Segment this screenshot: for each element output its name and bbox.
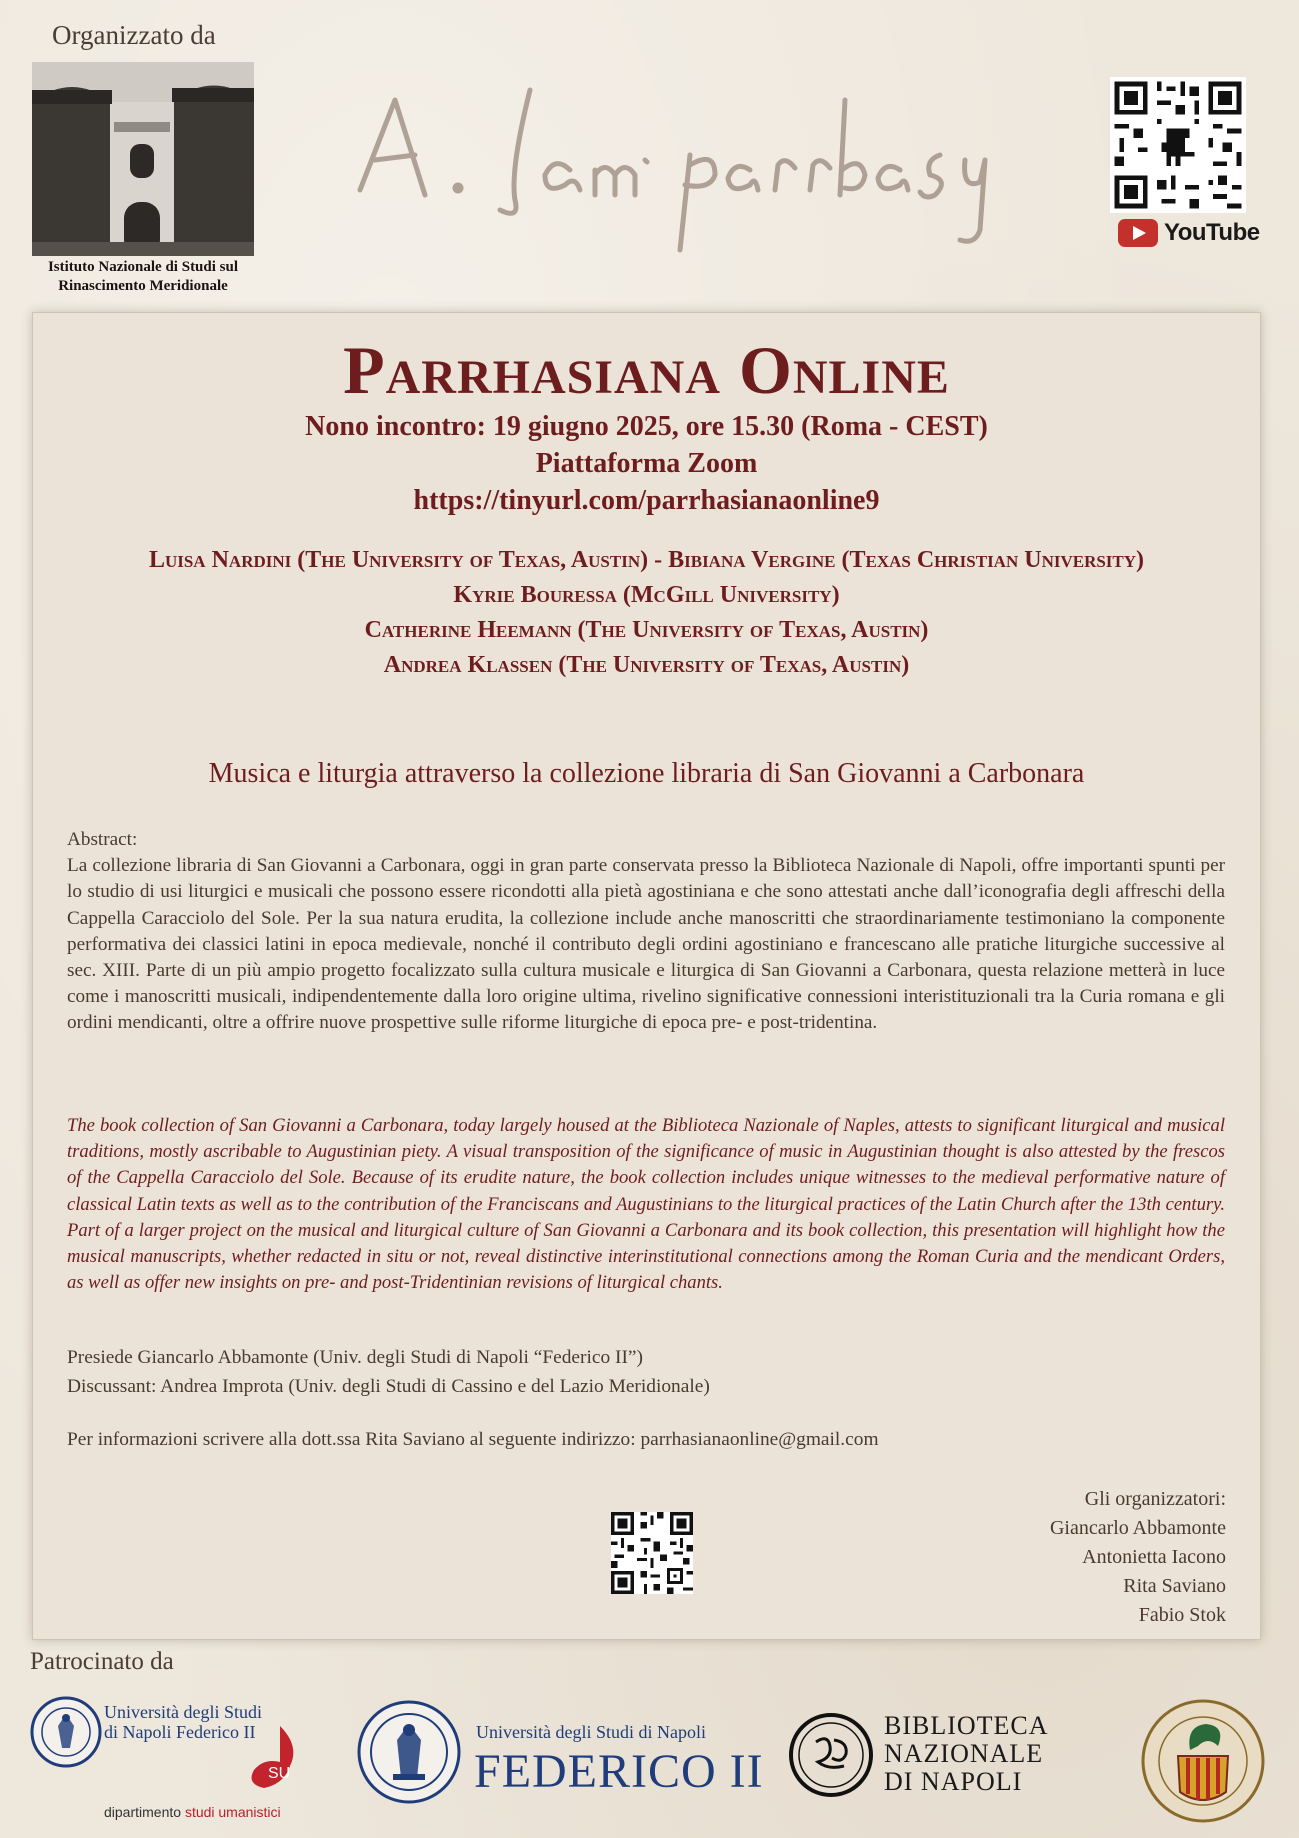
parrhasius-signature [340,60,1040,260]
unina-small-line2: di Napoli Federico II [104,1722,256,1742]
su-logo-icon [250,1726,302,1790]
svg-text:SU: SU [268,1765,291,1782]
meeting-link[interactable]: https://tinyurl.com/parrhasianaonline9 [413,485,880,516]
event-title: Parrhasiana Online [343,332,950,408]
speaker-line: Andrea Klassen (The University of Texas, Austin) [383,652,910,678]
abstract-label: Abstract: [67,829,138,850]
youtube-label: YouTube [1164,219,1260,246]
youtube-play-icon [1118,219,1158,247]
event-details [33,408,1260,519]
discussant-line: Discussant: Andrea Improta (Univ. degli Studi di Cassino e del Lazio Meridionale) [67,1376,710,1397]
federico-ii-seal-icon [357,1700,461,1804]
speaker-line: Luisa Nardini (The University of Texas, Austin) - Bibiana Vergine (Texas Christian University) [148,547,1145,573]
youtube-qr-code[interactable] [1110,77,1246,213]
bnn-wordmark [884,1712,1049,1796]
department-prefix: dipartimento [104,1804,182,1820]
institute-name-line1: Istituto Nazionale di Studi sul [47,259,239,275]
department-name: studi umanistici [184,1804,281,1820]
organizer-name: Antonietta Iacono [1082,1546,1226,1568]
event-panel [32,312,1261,1640]
institute-name-line2: Rinascimento Meridionale [58,278,228,294]
cesura-emblem-icon [1138,1696,1268,1826]
zoom-qr-code[interactable] [611,1512,693,1594]
federico-ii-line2: FEDERICO II [474,1745,764,1798]
institute-name [30,258,256,296]
federico-ii-line1: Università degli Studi di Napoli [476,1722,706,1742]
speaker-line: Kyrie Bouressa (McGill University) [453,582,840,608]
organizer-name: Fabio Stok [1138,1604,1226,1626]
session-chairs [67,1343,1225,1401]
speaker-line: Catherine Heemann (The University of Texas, Austin) [364,617,929,643]
department-label [104,1804,281,1820]
organizer-name: Giancarlo Abbamonte [1049,1517,1226,1539]
bnn-seal-icon [788,1712,874,1798]
organizers-list [1050,1485,1226,1630]
meeting-date: Nono incontro: 19 giugno 2025, ore 15.30 (Roma - CEST) [305,411,988,442]
chair-line: Presiede Giancarlo Abbamonte (Univ. degli Studi di Napoli “Federico II”) [67,1347,643,1368]
organizers-label: Gli organizzatori: [1084,1488,1226,1510]
meeting-platform: Piattaforma Zoom [535,448,758,479]
bnn-line2: NAZIONALE [884,1739,1044,1768]
castel-nuovo-photo [32,62,254,256]
speakers-list [73,543,1220,683]
organizer-name: Rita Saviano [1123,1575,1226,1597]
unina-small-line1: Università degli Studi [104,1702,262,1722]
patronage-label: Patrocinato da [30,1648,174,1675]
organized-by-label: Organizzato da [52,20,216,50]
contact-info: Per informazioni scrivere alla dott.ssa Rita Saviano al seguente indirizzo: parrhasianaonline@gmail.com [67,1429,879,1450]
unina-seal-icon [30,1696,102,1768]
talk-title: Musica e liturgia attraverso la collezione libraria di San Giovanni a Carbonara [208,758,1085,789]
bnn-line3: DI NAPOLI [884,1767,1023,1796]
youtube-badge[interactable] [1118,219,1260,247]
abstract-english: The book collection of San Giovanni a Carbonara, today largely housed at the Biblioteca Nazionale of Naples, attests to significant liturgical and musical traditions, mostly ascribable to Augustinian piety. A visual transposition of the significance of music in Augustinian thought is also attested by the frescos of the Cappella Caracciolo del Sole. Because of its erudite nature, the book collection includes unique witnesses to the medieval performative nature of classical Latin texts as well as to the contribution of the Franciscans and Augustinians to the liturgical practices of the Latin Church after the 13th century. Part of a larger project on the musical and liturgical culture of San Giovanni a Carbonara and its book collection, this presentation will highlight how the musical manuscripts, whether redacted in situ or not, reveal distinctive interinstitutional connections among the Roman Curia and the mendicant Orders, as well as offer new insights on pre- and post-Tridentinian revisions of liturgical chants. [67,1115,1225,1294]
bnn-line1: BIBLIOTECA [884,1711,1049,1740]
unina-small-wordmark [104,1702,262,1742]
abstract-italian [67,827,1225,1037]
abstract-text-it: La collezione libraria di San Giovanni a Carbonara, oggi in gran parte conservata presso la Biblioteca Nazionale di Napoli, offre importanti spunti per lo studio di usi liturgici e musicali che possono essere ricondotti alla pietà agostiniana e che sono attestati anche dall’iconografia degli affreschi della Cappella Caracciolo del Sole. Per la sua natura erudita, la collezione include anche manoscritti che straordinariamente testimoniano la componente performativa dei classici latini in epoca medievale, nonché il contributo degli ordini agostiniano e francescano alle pratiche liturgiche successive al sec. XIII. Parte di un più ampio progetto focalizzato sulla cultura musicale e liturgica di San Giovanni a Carbonara, questa relazione metterà in luce come i manoscritti musicali, indipendentemente dalla loro origine ultima, rivelino significative connessioni interistituzionali tra la Curia romana e gli ordini mendicanti, oltre a offrire nuove prospettive sulle riforme liturgiche di epoca pre- e post-tridentina. [67,855,1225,1034]
